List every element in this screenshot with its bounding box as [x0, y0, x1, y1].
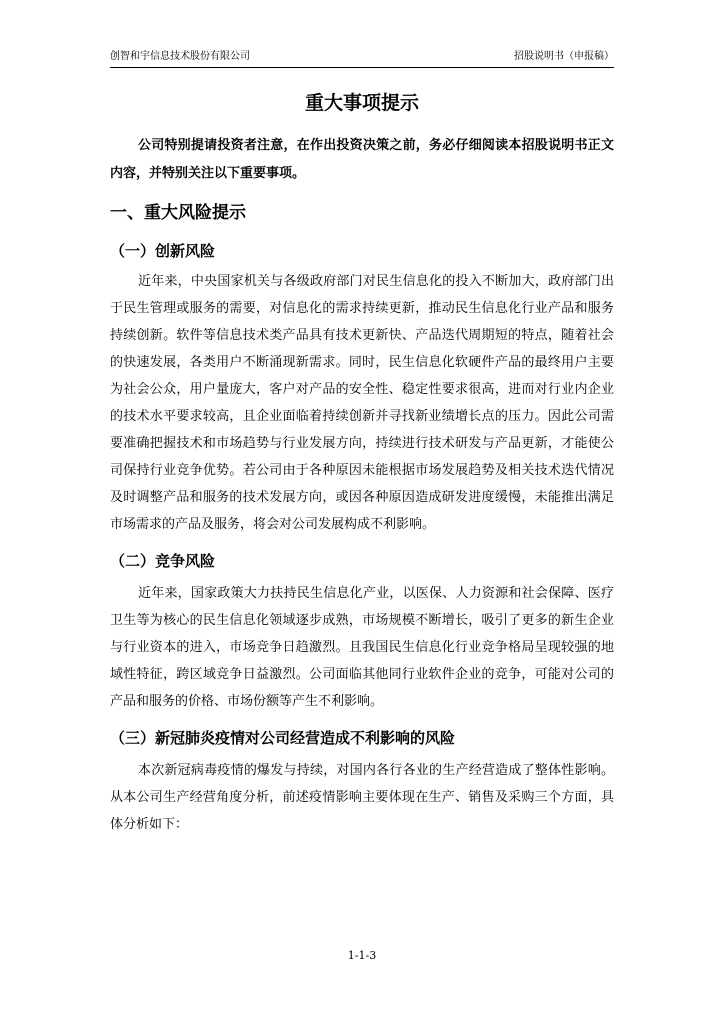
- page-title: 重大事项提示: [304, 92, 419, 114]
- page-header: [110, 50, 614, 68]
- section-heading-major-risks: 一、重大风险提示: [110, 203, 246, 223]
- page-number: 1-1-3: [347, 949, 377, 962]
- subsection-heading-covid-risk: （三）新冠肺炎疫情对公司经营造成不利影响的风险: [110, 729, 456, 747]
- page-content: [110, 80, 614, 838]
- paragraph-covid-risk: 本次新冠病毒疫情的爆发与持续，对国内各行各业的生产经营造成了整体性影响。从本公司生产经营角度分析，前述疫情影响主要体现在生产、销售及采购三个方面，具体分析如下：: [110, 763, 614, 832]
- header-document-title: 招股说明书（申报稿）: [514, 51, 614, 62]
- header-company-name: 创智和宇信息技术股份有限公司: [110, 51, 250, 62]
- paragraph-innovation-risk: 近年来，中央国家机关与各级政府部门对民生信息化的投入不断加大，政府部门出于民生管理或服务的需要，对信息化的需求持续更新，推动民生信息化行业产品和服务持续创新。软件等信息技术类产品具有技术更新快、产品迭代周期短的特点，随着社会的快速发展，各类用户不断涌现新需求。同时，民生信息化软硬件产品的最终用户主要为社会公众，用户量庞大，客户对产品的安全性、稳定性要求很高，进而对行业内企业的技术水平要求较高，且企业面临着持续创新并寻找新业绩增长点的压力。因此公司需要准确把握技术和市场趋势与行业发展方向，持续进行技术研发与产品更新，才能使公司保持行业竞争优势。若公司由于各种原因未能根据市场发展趋势及相关技术迭代情况及时调整产品和服务的技术发展方向，或因各种原因造成研发进度缓慢，未能推出满足市场需求的产品及服务，将会对公司发展构成不利影响。: [110, 274, 614, 532]
- investor-notice: 公司特别提请投资者注意，在作出投资决策之前，务必仔细阅读本招股说明书正文内容，并特别关注以下重要事项。: [110, 138, 614, 181]
- subsection-heading-innovation-risk: （一）创新风险: [110, 242, 216, 260]
- paragraph-competition-risk: 近年来，国家政策大力扶持民生信息化产业，以医保、人力资源和社会保障、医疗卫生等为核心的民生信息化领域逐步成熟，市场规模不断增长，吸引了更多的新生企业与行业资本的进入，市场竞争日趋激烈。且我国民生信息化行业竞争格局呈现较强的地域性特征，跨区域竞争日益激烈。公司面临其他同行业软件企业的竞争，可能对公司的产品和服务的价格、市场份额等产生不利影响。: [110, 586, 614, 709]
- subsection-heading-competition-risk: （二）竞争风险: [110, 552, 216, 570]
